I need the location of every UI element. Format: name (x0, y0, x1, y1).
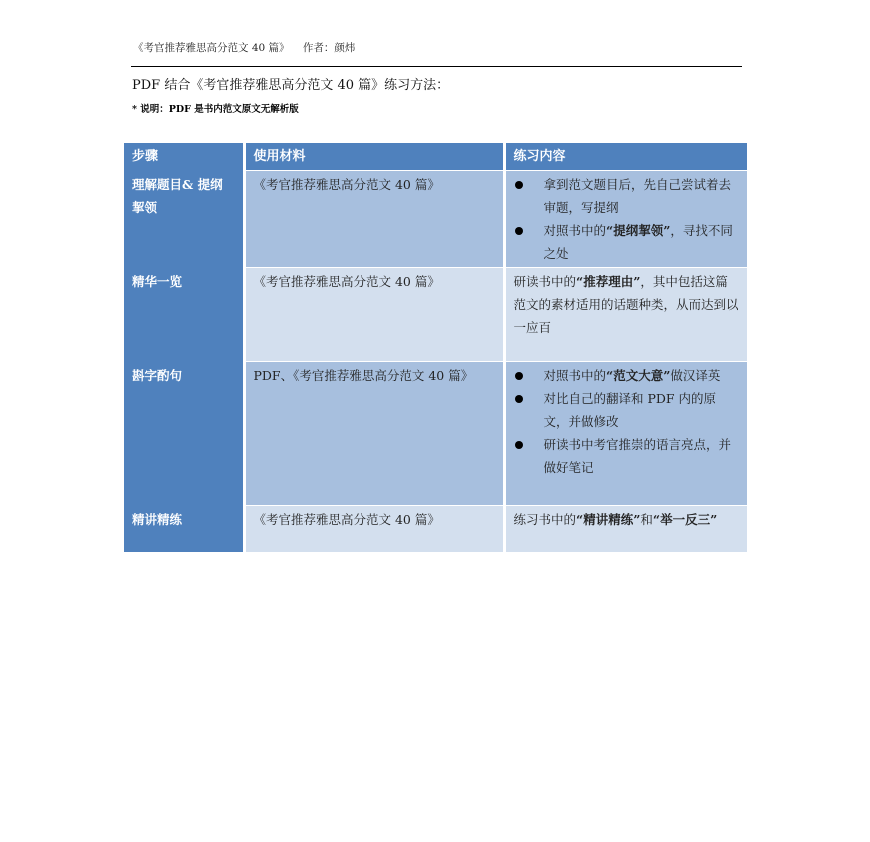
header-content: 练习内容 (504, 143, 747, 171)
list-item: 研读书中考官推崇的语言亮点，并做好笔记 (514, 433, 740, 479)
content-cell: 练习书中的“精讲精练”和“举一反三” (504, 506, 747, 552)
list-item: 对比自己的翻译和 PDF 内的原文，并做修改 (514, 387, 740, 433)
table-row (124, 171, 747, 268)
table-row (124, 362, 747, 506)
header-book-title: 《考官推荐雅思高分范文 40 篇》 (133, 42, 290, 54)
content-cell: 研读书中的“推荐理由”，其中包括这篇范文的素材适用的话题种类，从而达到以一应百 (504, 268, 747, 362)
material-cell: 《考官推荐雅思高分范文 40 篇》 (244, 171, 504, 268)
table-row (124, 268, 747, 362)
list-item: 拿到范文题目后，先自己尝试着去审题，写提纲 (514, 173, 740, 219)
bullet-icon (515, 227, 523, 235)
header-author: 作者：颜炜 (302, 42, 356, 54)
bullet-icon (515, 395, 523, 403)
bullet-icon (515, 372, 523, 380)
page-header (133, 40, 355, 55)
practice-table (124, 143, 747, 552)
step-cell: 理解题目& 提纲挈领 (124, 171, 244, 268)
step-cell: 精讲精练 (124, 506, 244, 552)
step-cell: 斟字酌句 (124, 362, 244, 506)
list-item: 对照书中的“提纲挈领”，寻找不同之处 (514, 219, 740, 265)
content-cell (504, 362, 747, 506)
material-cell: PDF、《考官推荐雅思高分范文 40 篇》 (244, 362, 504, 506)
table-row (124, 506, 747, 552)
bullet-icon (515, 181, 523, 189)
list-item: 对照书中的“范文大意”做汉译英 (514, 364, 740, 387)
note-text: * 说明：PDF 是书内范文原文无解析版 (132, 104, 299, 115)
material-cell: 《考官推荐雅思高分范文 40 篇》 (244, 268, 504, 362)
content-cell (504, 171, 747, 268)
intro-text: PDF 结合《考官推荐雅思高分范文 40 篇》练习方法： (132, 78, 450, 93)
header-material: 使用材料 (244, 143, 504, 171)
material-cell: 《考官推荐雅思高分范文 40 篇》 (244, 506, 504, 552)
header-step: 步骤 (124, 143, 244, 171)
header-rule (131, 66, 742, 67)
table-header-row (124, 143, 747, 171)
step-cell: 精华一览 (124, 268, 244, 362)
bullet-icon (515, 441, 523, 449)
